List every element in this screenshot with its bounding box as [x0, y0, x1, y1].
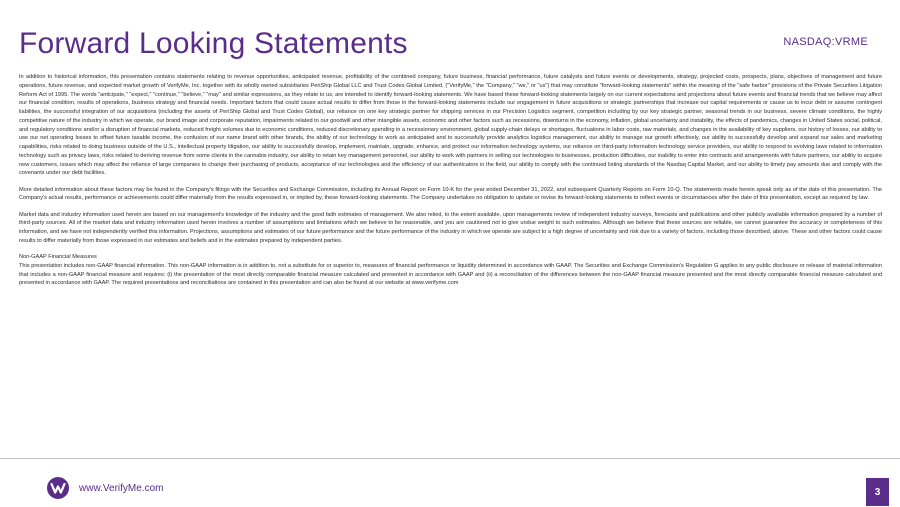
paragraph-forward-looking: In addition to historical information, this presentation contains statements relating to revenue opportunities, anticipated revenue, profitability of the combined company, future business, financial performance, future catalysts and future events or developments, strategy, projected costs, prospects, plans, objectives of management and future operations, future revenue, and expected market growth of VerifyMe, Inc. together with its wholly owned subsidiaries PeriShip Global LLC and Trust Codes Global Limited, ("VerifyMe," the "Company," "we," or "us") that may constitute "forward-looking statements" within the meaning of the "safe harbor" provisions of the Private Securities Litigation Reform Act of 1995. The words "anticipate," "expect," "continue," "believe," "may" and similar expressions, as they relate to us, are intended to identify forward-looking statements. We have based these forward-looking statements largely on our current expectations and projections about future events and financial trends that we believe may affect our financial condition, results of operations, business strategy and financial needs. Important factors that could cause actual results to differ from those in the forward-looking statements include our engagement in future acquisitions or strategic partnerships that increase our capital requirements or cause us to incur debt or assume contingent liabilities, the successful integration of our acquisitions (including the assets of PeriShip Global and Trust Codes Global), our reliance on one key strategic partner for shipping services in our Precision Logistics segment, competition including by our key strategic partner, seasonal trends in our business, severe climate conditions, the highly competitive nature of the industry in which we operate, our brand image and corporate reputation, impairments related to our goodwill and other intangible assets, economic and other factors such as recessions, downturns in the economy, inflation, global uncertainty and instability, the effects of pandemics, changes in United States social, political, and regulatory conditions and/or a disruption of financial markets, reduced freight volumes due to economic conditions, reduced discretionary spending in a recessionary environment, global supply-chain delays or shortages, fluctuations in labor costs, raw materials, and changes in the availability of key suppliers, our history of losses, our ability to use our net operating losses to offset future taxable income, the confusion of our name brand with other brands, the ability of our technology to work as anticipated and to successfully provide analytics logistics management, our ability to manage our growth effectively, our ability to successfully develop and expand our sales and marketing capabilities, risks related to doing business outside of the U.S., intellectual property litigation, our ability to successfully develop, implement, maintain, upgrade, enhance, and protect our information technology systems, our reliance on third-party information technology service providers, our ability to respond to evolving laws related to information technology such as privacy laws, risks related to deriving revenue from some clients in the cannabis industry, our ability to retain key management personnel, our ability to work with partners in selling our technologies to businesses, production difficulties, our inability to enter into contracts and arrangements with future partners, our ability to acquire new customers, issues which may affect the reliance of large companies to change their purchasing of products, acceptance of our technologies and the efficiency of our authenticators in the field, our ability to comply with the continued listing standards of the Nasdaq Capital Market, and our ability to timely pay amounts due and comply with the covenants under our debt facilities. [19, 74, 882, 177]
page-number-badge [866, 478, 889, 506]
non-gaap-heading: Non-GAAP Financial Measures [19, 254, 97, 260]
paragraph-market-data: Market data and industry information used herein are based on our management's knowledge of the industry and the good faith estimates of management. We also relied, to the extent available, upon managements review of independent industry surveys, forecasts and publications and other publicly available information prepared by a number of third-party sources. All of the market data and industry information used herein involves a number of assumptions and limitations which we believe to be reasonable, and you are cautioned not to give undue weight to such estimates. Although we believe that these sources are reliable, we cannot guarantee the accuracy or completeness of this information, and we have not independently verified this information. Projections, assumptions and estimates of our future performance and the future performance of the industry in which we operate are subject to a high degree of uncertainty and risk due to a variety of factors, including those described, above. These and other factors could cause results to differ materially from those expressed in our estimates and beliefs and in the estimates prepared by independent parties. [19, 211, 882, 244]
paragraph-sec-filings: More detailed information about these factors may be found in the Company's filings with the Securities and Exchange Commission, including its Annual Report on Form 10-K for the year ended December 31, 2022, and subsequent Quarterly Reports on Form 10-Q. The statements made herein speak only as of the date of this presentation. The Company's actual results, performance or achievements could differ materially from the results expressed in, or implied by, these forward-looking statements. The Company undertakes no obligation to update or revise its forward-looking statements to reflect events or circumstances after the date of this presentation, except as required by law. [19, 186, 882, 202]
footer-divider [0, 458, 900, 459]
page-title: Forward Looking Statements [19, 27, 408, 60]
website-link[interactable]: www.VerifyMe.com [79, 483, 164, 494]
paragraph-non-gaap: This presentation includes non-GAAP financial information. This non-GAAP information is in addition to, not a substitute for or superior to, measures of financial performance or liquidity determined in accordance with GAAP. The Securities and Exchange Commission's Regulation G applies to any public disclosure or release of material information that includes a non-GAAP financial measure and requires: (i) the presentation of the most directly comparable financial measure calculated and presented in accordance with GAAP and (ii) a reconciliation of the differences between the non-GAAP financial measure presented and the most directly comparable financial measure calculated and presented in accordance with GAAP. The required presentations and reconciliations are contained in this presentation and can also be found at our website at www.verifyme.com [19, 262, 882, 287]
ticker-symbol: NASDAQ:VRME [783, 36, 868, 48]
verifyme-logo-icon [47, 477, 69, 499]
page-number: 3 [874, 486, 881, 498]
disclaimer-body [19, 73, 882, 296]
